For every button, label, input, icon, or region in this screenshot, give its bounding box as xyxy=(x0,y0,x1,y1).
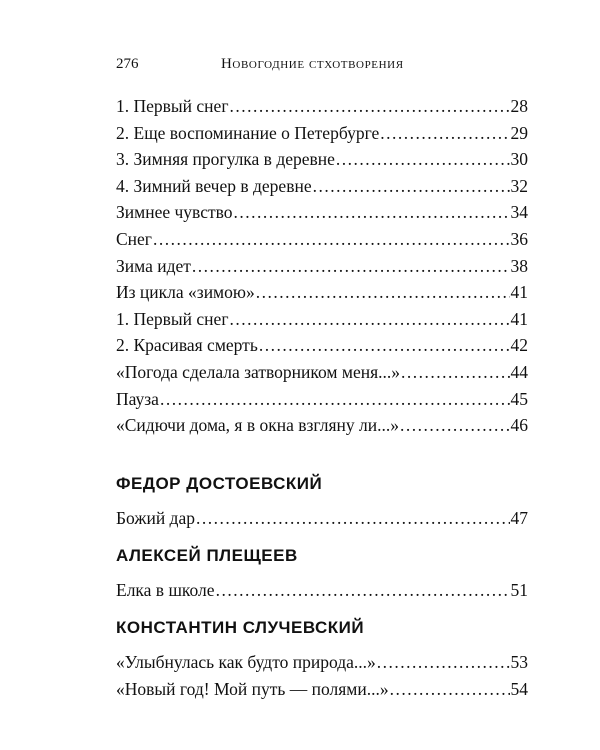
toc-entry-title: Снег xyxy=(116,228,152,249)
toc-entry xyxy=(116,652,528,679)
page-number: 276 xyxy=(116,56,139,72)
dot-leader xyxy=(153,229,510,250)
toc-entry-page: 45 xyxy=(510,388,528,409)
toc-entry-title: Божий дар xyxy=(116,508,195,528)
author-heading: АЛЕКСЕЙ ПЛЕЩЕЕВ xyxy=(116,546,298,565)
toc-entry-title: 1. Первый снег xyxy=(116,308,229,329)
toc-entry xyxy=(116,389,528,416)
toc-entry-page: 42 xyxy=(510,335,528,356)
toc-entry-title: 1. Первый снег xyxy=(116,96,229,116)
toc-entry xyxy=(116,415,528,442)
author-heading: КОНСТАНТИН СЛУЧЕВСКИЙ xyxy=(116,618,365,637)
toc-entry-page: 54 xyxy=(510,678,528,699)
toc-entry-page: 53 xyxy=(510,652,528,672)
author-heading: ФЕДОР ДОСТОЕВСКИЙ xyxy=(116,474,323,493)
dot-leader xyxy=(160,389,510,410)
toc-entry-title: «Погода сделала затворником меня...» xyxy=(116,361,400,382)
toc-entry-title: 2. Еще воспоминание о Петербурге xyxy=(116,122,380,143)
toc-section xyxy=(116,580,528,607)
toc-entry xyxy=(116,256,528,283)
dot-leader xyxy=(390,679,510,700)
dot-leader xyxy=(259,335,510,356)
toc-entry-page: 38 xyxy=(510,255,528,276)
toc-entry xyxy=(116,508,528,535)
running-title: Новогодние стхотворения xyxy=(221,56,404,72)
toc-entry-page: 46 xyxy=(510,415,528,436)
dot-leader xyxy=(336,149,510,170)
toc-entry xyxy=(116,362,528,389)
toc-entry-title: Елка в школе xyxy=(116,580,215,600)
toc-entry-title: 2. Красивая смерть xyxy=(116,335,258,356)
toc-entry xyxy=(116,176,528,203)
toc-entry-page: 51 xyxy=(510,580,528,600)
toc-entry-title: 3. Зимняя прогулка в деревне xyxy=(116,149,335,170)
toc-entry-page: 32 xyxy=(510,175,528,196)
dot-leader xyxy=(313,176,510,197)
toc-entry-title: Зимнее чувство xyxy=(116,202,233,223)
toc-entry xyxy=(116,335,528,362)
dot-leader xyxy=(377,652,510,673)
toc-list xyxy=(116,96,528,442)
toc-section xyxy=(116,508,528,535)
dot-leader xyxy=(234,202,510,223)
toc-entry-page: 44 xyxy=(510,361,528,382)
dot-leader xyxy=(196,508,510,529)
toc-entry-page: 41 xyxy=(510,282,528,303)
toc-entry-title: 4. Зимний вечер в деревне xyxy=(116,175,312,196)
toc-entry-page: 28 xyxy=(510,96,528,116)
dot-leader xyxy=(256,282,510,303)
dot-leader xyxy=(401,362,510,383)
toc-entry xyxy=(116,202,528,229)
toc-entry-title: Пауза xyxy=(116,388,159,409)
dot-leader xyxy=(192,256,510,277)
toc-entry-title: «Сидючи дома, я в окна взгляну ли...» xyxy=(116,415,399,436)
dot-leader xyxy=(380,123,509,144)
toc-entry-page: 29 xyxy=(510,122,528,143)
dot-leader xyxy=(230,309,510,330)
toc-entry xyxy=(116,282,528,309)
toc-entry-title: Зима идет xyxy=(116,255,191,276)
toc-entry-page: 30 xyxy=(510,149,528,170)
toc-entry-title: «Новый год! Мой путь — полями...» xyxy=(116,678,389,699)
toc-entry xyxy=(116,96,528,123)
running-header xyxy=(116,56,526,80)
toc-entry-title: Из цикла «зимою» xyxy=(116,282,255,303)
toc-section xyxy=(116,652,528,705)
dot-leader xyxy=(400,415,510,436)
toc-entry xyxy=(116,149,528,176)
toc-entry xyxy=(116,580,528,607)
toc-entry xyxy=(116,679,528,706)
toc-entry-page: 34 xyxy=(510,202,528,223)
toc-entry-page: 47 xyxy=(510,508,528,528)
toc-entry xyxy=(116,309,528,336)
dot-leader xyxy=(230,96,510,117)
toc-entry-page: 36 xyxy=(510,228,528,249)
toc-entry-page: 41 xyxy=(510,308,528,329)
toc-entry xyxy=(116,123,528,150)
toc-entry-title: «Улыбнулась как будто природа...» xyxy=(116,652,376,672)
toc-entry xyxy=(116,229,528,256)
dot-leader xyxy=(216,580,510,601)
